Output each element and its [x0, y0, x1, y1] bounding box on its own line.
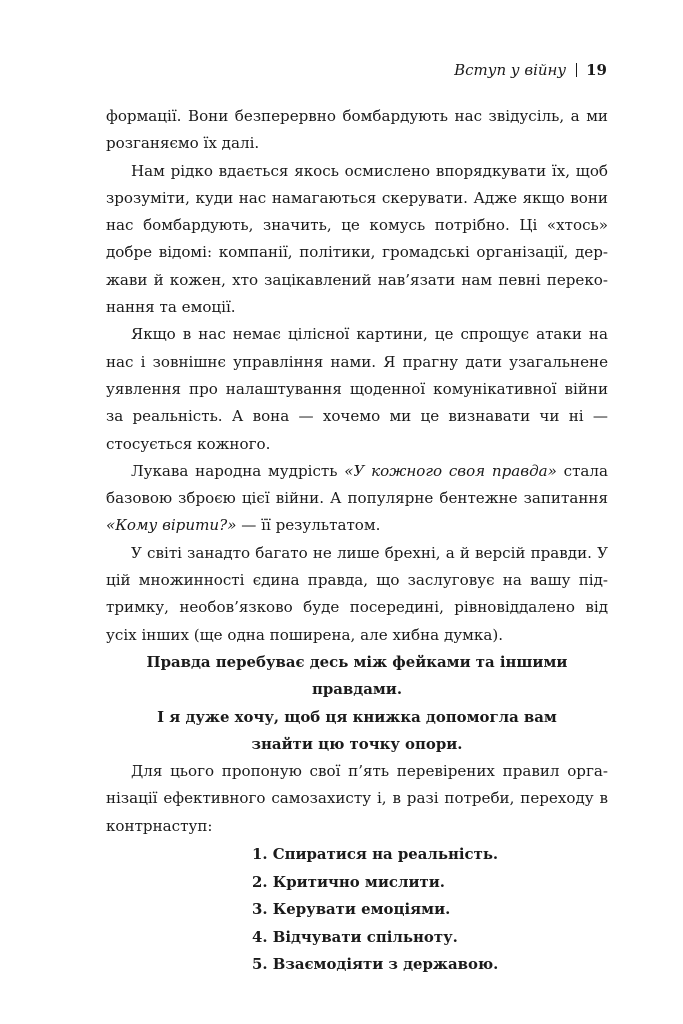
rule-item-5: 5. Взаємодіяти з державою. — [252, 955, 499, 974]
highlight-line-2: І я дуже хочу, щоб ця книжка допомогла вам — [157, 707, 557, 726]
running-header — [454, 59, 607, 81]
chapter-title: Вступ у війну — [454, 61, 567, 79]
paragraph-4-text-middle: стала базовою зброєю цієї війни. А популярне бентежне запитання — [106, 461, 609, 508]
quote-whom-to-trust: «Кому вірити?» — [106, 516, 237, 535]
highlight-line-1: Правда перебуває десь між фейками та іншими правдами. — [146, 652, 568, 699]
rules-list — [106, 841, 608, 979]
quote-own-truth: «У кожного своя правда» — [344, 461, 557, 480]
paragraph-5: У світі занадто багато не лише брехні, а й версій правди. У цій множинності єдина правда, що заслуговує на вашу підтримку, необов’язково буде посередині, рівновіддалено від усіх інших (ще одна поширена, але хибна думка). — [106, 543, 608, 644]
paragraph-3: Якщо в нас немає цілісної картини, це спрощує атаки на нас і зовнішнє управління нами. Я прагну дати узагальнене уявлення про налаштування щоденної комунікативної війни за реальність. А вона — хочемо ми це визнавати чи ні — стосується кожного. — [106, 325, 608, 453]
paragraph-4 — [106, 458, 608, 540]
paragraph-1: формації. Вони безперервно бомбардують нас звідусіль, а ми розганяємо їх далі. — [106, 107, 608, 153]
highlight-line-3: знайти цю точку опори. — [251, 734, 463, 753]
rule-item-1: 1. Спиратися на реальність. — [252, 845, 499, 864]
rule-item-2: 2. Критично мислити. — [252, 872, 445, 891]
rule-item-4: 4. Відчувати спільноту. — [252, 927, 458, 946]
paragraph-6: Для цього пропоную свої п’ять перевірених правил організації ефективного самозахисту і, в разі потреби, переходу в контрнаступ: — [106, 762, 608, 835]
highlighted-statement — [106, 649, 608, 758]
paragraph-2: Нам рідко вдається якось осмислено впорядкувати їх, щоб зрозуміти, куди нас намагаються скерувати. Адже якщо вони нас бомбардують, значить, це комусь потрібно. Ці «хтось» добре відомі: компанії, політики, громадські організації, держави й кожен, хто зацікавлений нав’язати нам певні переконання та емоції. — [106, 161, 608, 317]
paragraph-4-text-end: — її результатом. — [236, 516, 381, 535]
rule-item-3: 3. Керувати емоціями. — [252, 900, 451, 919]
paragraph-4-text-start: Лукава народна мудрість — [131, 461, 345, 480]
page-number: 19 — [586, 61, 607, 79]
header-divider — [576, 63, 577, 77]
body-text — [106, 103, 608, 979]
